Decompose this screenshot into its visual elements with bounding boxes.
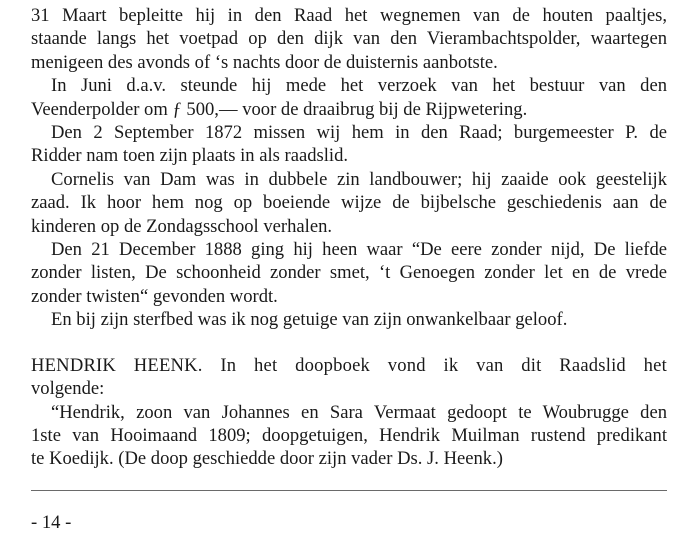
text-line: zonder listen, De schoonheid zonder smet, ‘t Genoegen zonder let en de vrede	[31, 262, 667, 284]
text-line: zonder twisten“ gevonden wordt.	[31, 285, 278, 307]
page-number: - 14 -	[31, 512, 72, 533]
text-line: Den 21 December 1888 ging hij heen waar “De eere zonder nijd, De liefde	[51, 239, 667, 261]
paragraph-landbouwer	[31, 168, 667, 238]
document-page	[31, 4, 667, 471]
paragraph-sterfbed	[31, 308, 667, 331]
paragraph-draaibrug	[31, 74, 667, 121]
footer-divider	[31, 490, 667, 491]
text-line: kinderen op de Zondagsschool verhalen.	[31, 215, 333, 237]
text-line: zaad. Ik hoor hem nog op boeiende wijze de bijbelsche geschiedenis aan de	[31, 192, 667, 214]
text-line: In Juni d.a.v. steunde hij mede het verzoek van het bestuur van den	[51, 75, 667, 97]
text-line: 31 Maart bepleitte hij in den Raad het wegnemen van de houten paaltjes,	[31, 5, 667, 26]
paragraph-december-1888	[31, 238, 667, 308]
text-line: HENDRIK HEENK. In het doopboek vond ik van dit Raadslid het	[31, 354, 667, 376]
text-line: “Hendrik, zoon van Johannes en Sara Vermaat gedoopt te Woubrugge den	[51, 401, 667, 423]
paragraph-september-1872	[31, 121, 667, 168]
text-line: Veenderpolder om ƒ 500,–– voor de draaibrug bij de Rijpwetering.	[31, 98, 528, 120]
text-line: te Koedijk. (De doop geschiedde door zijn vader Ds. J. Heenk.)	[31, 448, 503, 470]
text-line: volgende:	[31, 378, 105, 400]
paragraph-paaltjes	[31, 4, 667, 74]
text-line: Ridder nam toen zijn plaats in als raadslid.	[31, 145, 349, 167]
text-line: Den 2 September 1872 missen wij hem in den Raad; burgemeester P. de	[51, 122, 667, 144]
text-line: menigeen des avonds of ‘s nachts door de duisternis aanbotste.	[31, 51, 498, 73]
section-gap	[31, 332, 667, 354]
paragraph-hendrik-heenk	[31, 354, 667, 401]
text-line: Cornelis van Dam was in dubbele zin landbouwer; hij zaaide ook geestelijk	[51, 168, 667, 190]
text-line: staande langs het voetpad op den dijk van den Vierambachtspolder, waartegen	[31, 28, 667, 50]
text-line: 1ste van Hooimaand 1809; doopgetuigen, Hendrik Muilman rustend predikant	[31, 424, 667, 446]
paragraph-doopboek-quote	[31, 401, 667, 471]
text-line: En bij zijn sterfbed was ik nog getuige van zijn onwankelbaar geloof.	[51, 309, 568, 331]
